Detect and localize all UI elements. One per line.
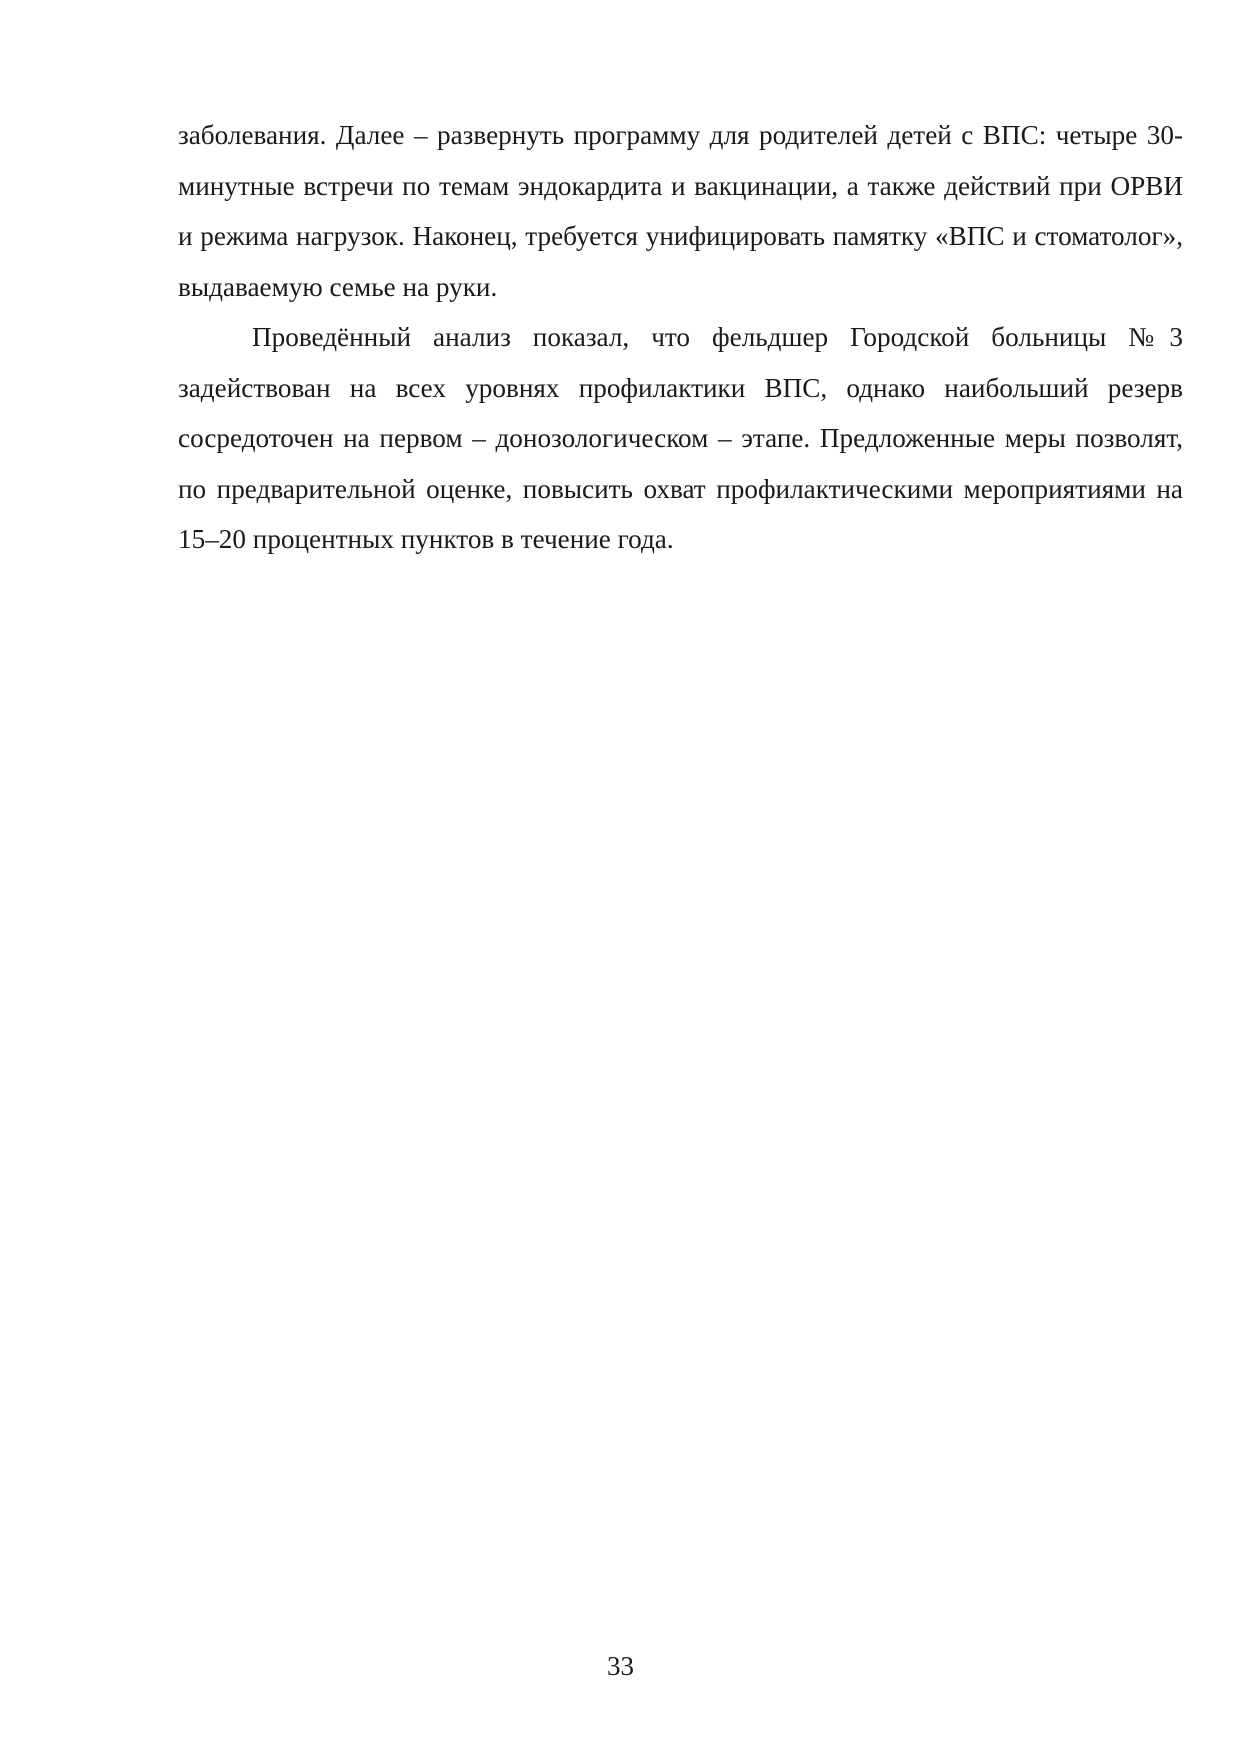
paragraph-continuation: заболевания. Далее – развернуть программу для родителей детей с ВПС: четыре 30-минутные встречи по темам эндокардита и вакцинации, а также действий при ОРВИ и режима нагрузок. Наконец, требуется унифицировать памятку «ВПС и стоматолог», выдаваемую семье на руки. xyxy=(178,120,1183,302)
page-number: 33 xyxy=(607,1651,634,1681)
paragraph-conclusion: Проведённый анализ показал, что фельдшер Городской больницы №3 задействован на всех уровнях профилактики ВПС, однако наибольший резерв сосредоточен на первом – донозологическом – этапе. Предложенные меры позволят, по предварительной оценке, повысить охват профилактическими мероприятиями на 15–20 процентных пунктов в течение года. xyxy=(178,322,1183,554)
body-text xyxy=(178,110,1183,565)
